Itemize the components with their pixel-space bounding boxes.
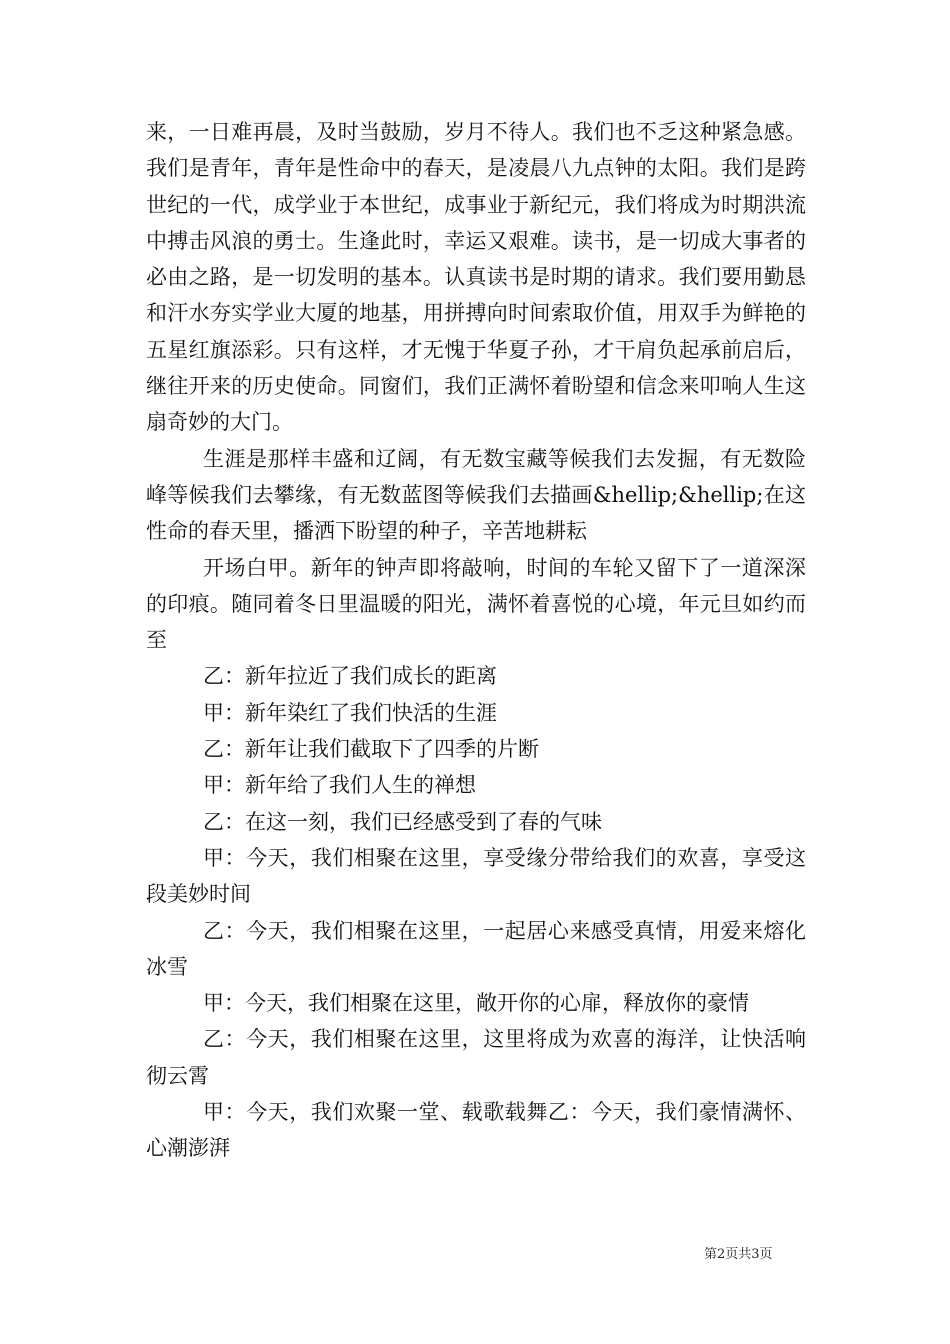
document-body — [146, 114, 806, 1167]
page-number-footer: 第2页共3页 — [704, 1247, 773, 1262]
dialogue-line: 乙：在这一刻，我们已经感受到了春的气味 — [203, 809, 602, 834]
dialogue-line: 乙：今天，我们相聚在这里，一起居心来感受真情，用爱来熔化冰雪 — [146, 918, 806, 979]
dialogue-line: 甲：今天，我们相聚在这里，敞开你的心扉，释放你的豪情 — [203, 991, 749, 1016]
dialogue-line: 甲：今天，我们欢聚一堂、载歌载舞乙：今天，我们豪情满怀、心潮澎湃 — [146, 1100, 806, 1161]
dialogue-line: 甲：今天，我们相聚在这里，享受缘分带给我们的欢喜，享受这段美妙时间 — [146, 845, 806, 907]
dialogue-line: 乙：新年拉近了我们成长的距离 — [203, 664, 497, 689]
paragraph-2: 生涯是那样丰盛和辽阔，有无数宝藏等候我们去发掘，有无数险峰等候我们去攀缘，有无数蓝图等候我们去描画&hellip;&hellip;在这性命的春天里，播洒下盼望的种子，辛苦地耕耘 — [146, 446, 806, 544]
paragraph-1: 来，一日难再晨，及时当鼓励，岁月不待人。我们也不乏这种紧急感。我们是青年，青年是性命中的春天，是凌晨八九点钟的太阳。我们是跨世纪的一代，成学业于本世纪，成事业于新纪元，我们将成为时期洪流中搏击风浪的勇士。生逢此时，幸运又艰难。读书，是一切成大事者的必由之路，是一切发明的基本。认真读书是时期的请求。我们要用勤恳和汗水夯实学业大厦的地基，用拼搏向时间索取价值，用双手为鲜艳的五星红旗添彩。只有这样，才无愧于华夏子孙，才干肩负起承前启后，继往开来的历史使命。同窗们，我们正满怀着盼望和信念来叩响人生这扇奇妙的大门。 — [146, 120, 806, 435]
dialogue-line: 甲：新年给了我们人生的禅想 — [203, 773, 476, 798]
dialogue-line: 乙：今天，我们相聚在这里，这里将成为欢喜的海洋，让快活响彻云霄 — [146, 1027, 806, 1088]
dialogue-line: 乙：新年让我们截取下了四季的片断 — [203, 737, 539, 762]
paragraph-3: 开场白甲。新年的钟声即将敲响，时间的车轮又留下了一道深深的印痕。随同着冬日里温暖的阳光，满怀着喜悦的心境，年元旦如约而至 — [146, 555, 806, 653]
dialogue-line: 甲：新年染红了我们快活的生涯 — [203, 700, 497, 725]
